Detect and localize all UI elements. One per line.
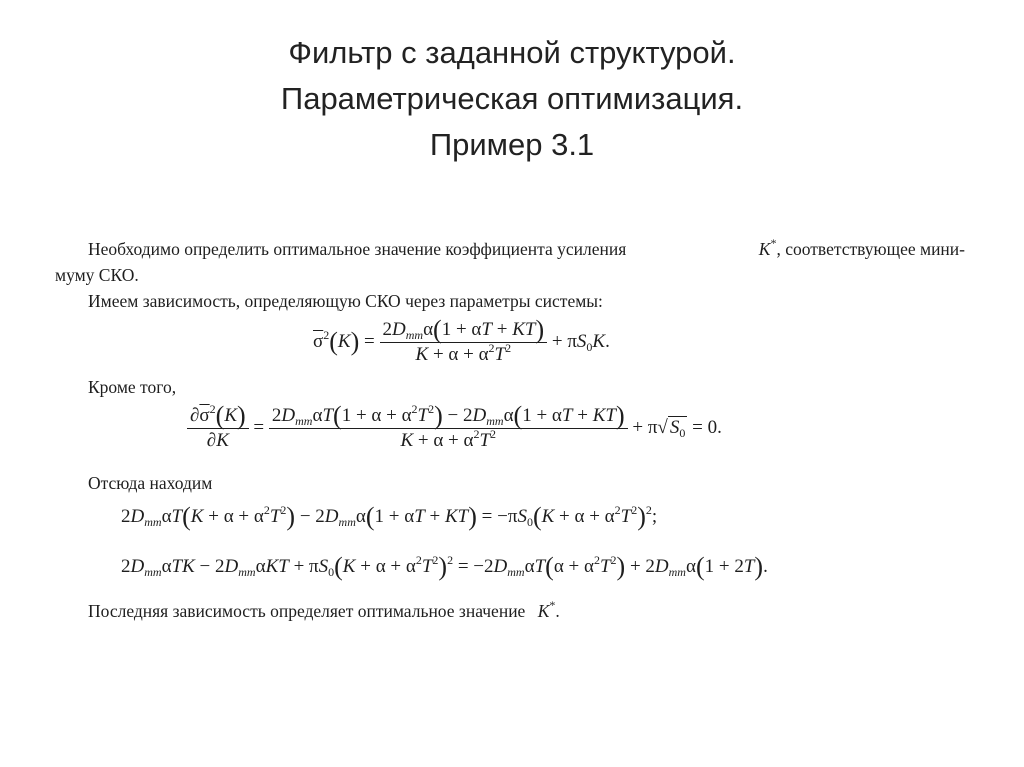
paragraph-3: Кроме того, bbox=[88, 377, 177, 397]
equation-sko-fraction: $\frac{2D_{mm}\alpha(1 + \alpha T + KT)}{K + \alpha + \alpha^2T^2}$ bbox=[380, 318, 548, 367]
paragraph-2: Имеем зависимость, определяющую СКО через параметры системы: bbox=[88, 291, 603, 311]
paragraph-1-formula-k: K*, соответствующее мини- bbox=[758, 236, 965, 259]
title-line-1: Фильтр с заданной структурой. bbox=[288, 35, 736, 70]
paragraph-5-text: Последняя зависимость определяет оптимальное значение bbox=[88, 601, 526, 621]
paragraph-1-line-1 bbox=[88, 236, 965, 262]
title-line-3: Пример 3.1 bbox=[429, 127, 595, 162]
equation-4: $2D_{mm}\alpha TK - 2D_{mm}\alpha KT + \pi S_0(K + \alpha + \alpha^2T^2)^2 = -2D_{mm}\alpha T(\alpha + \alpha^2T^2) + 2D_{mm}\alpha(1 + 2T)$. bbox=[121, 552, 768, 581]
paragraph-1-text-c: муму СКО. bbox=[55, 265, 139, 285]
equation-sko: $\overline{\sigma}^2(K)$ = $\frac{2D_{mm}\alpha(1 + \alpha T + KT)}{K + \alpha + \alpha^2T^2}$ + $\pi S_0K$. bbox=[313, 315, 610, 365]
paragraph-1-text-a: Необходимо определить оптимальное значение коэффициента усиления bbox=[88, 239, 627, 259]
equation-3: $2D_{mm}\alpha T(K + \alpha + \alpha^2T^2) - 2D_{mm}\alpha(1 + \alpha T + KT) = -\pi S_0(K + \alpha + \alpha^2T^2)^2$; bbox=[121, 502, 658, 531]
paragraph-1-text-b: , соответствующее мини- bbox=[776, 239, 965, 259]
derivative-fraction: $\frac{\partial\overline{\sigma}^2(K)}{\partial K}$ bbox=[187, 404, 249, 453]
title-line-2: Параметрическая оптимизация. bbox=[280, 81, 744, 116]
derivative-rhs-fraction: $\frac{2D_{mm}\alpha T(1 + \alpha + \alpha^2T^2) - 2D_{mm}\alpha(1 + \alpha T + KT)}{K + \alpha + \alpha^2T^2}$ bbox=[269, 404, 628, 453]
paragraph-5 bbox=[88, 598, 560, 624]
equation-derivative: $\frac{\partial\overline{\sigma}^2(K)}{\partial K}$ = $\frac{2D_{mm}\alpha T(1 + \alpha + \alpha^2T^2) - 2D_{mm}\alpha(1 + \alpha T + KT)}{K + \alpha + \alpha^2T^2}$ + π√ $S_0 = 0$. bbox=[187, 404, 722, 453]
paragraph-4: Отсюда находим bbox=[88, 473, 213, 493]
slide-title bbox=[0, 30, 1024, 168]
paragraph-5-formula-k: K*. bbox=[537, 598, 560, 621]
